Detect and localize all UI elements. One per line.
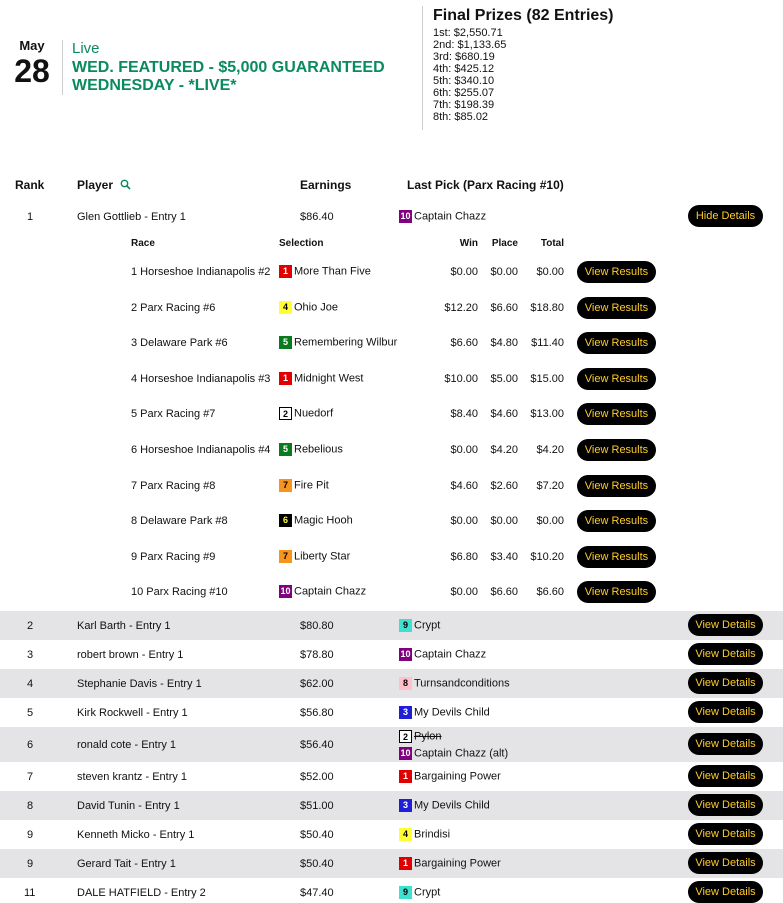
prize-line: 5th: $340.10: [433, 75, 495, 87]
program-number-badge: 1: [399, 770, 412, 783]
race-win: $0.00: [450, 444, 478, 456]
race-row: [0, 364, 783, 394]
selection-name: Liberty Star: [294, 550, 351, 563]
prize-line: 3rd: $680.19: [433, 51, 495, 63]
event-status: Live: [72, 40, 100, 57]
race-name: 10 Parx Racing #10: [131, 586, 228, 599]
pick-name: Turnsandconditions: [414, 677, 510, 690]
race-row: [0, 293, 783, 323]
row-rank: 9: [27, 829, 34, 841]
view-details-button[interactable]: View Details: [688, 701, 763, 723]
leaderboard-row: [0, 669, 783, 698]
selection-name: Nuedorf: [294, 407, 334, 420]
race-place: $2.60: [490, 479, 518, 492]
row-rank: 4: [27, 678, 34, 690]
race-name: 8 Delaware Park #8: [131, 515, 228, 528]
pick-name: Captain Chazz: [414, 648, 487, 661]
program-number-badge: 6: [279, 514, 292, 527]
pick-name: Bargaining Power: [414, 770, 501, 783]
race-row: [0, 257, 783, 287]
selection-name: Magic Hooh: [294, 514, 353, 527]
event-title: WED. FEATURED - $5,000 GUARANTEED WEDNESDAY - *LIVE*: [72, 59, 385, 94]
race-name: 6 Horseshoe Indianapolis #4: [131, 444, 271, 456]
row-rank: 7: [27, 771, 34, 783]
leaderboard-row: [0, 698, 783, 727]
search-icon[interactable]: [120, 179, 131, 193]
race-place: $6.60: [490, 586, 518, 599]
leaderboard-row: [0, 640, 783, 669]
view-details-button[interactable]: View Details: [688, 765, 763, 787]
pick-name: Crypt: [414, 619, 441, 632]
row-pick: [399, 770, 501, 783]
row-earnings: $78.80: [300, 649, 334, 661]
selection-name: More Than Five: [294, 265, 371, 278]
header-divider: [62, 40, 63, 95]
race-row: [0, 577, 783, 607]
race-name: 7 Parx Racing #8: [131, 479, 216, 492]
race-total: $10.20: [530, 550, 564, 563]
race-selection: [279, 585, 366, 598]
row-earnings: $47.40: [300, 887, 334, 899]
pick-name: My Devils Child: [414, 799, 490, 812]
pick-name: Captain Chazz: [414, 210, 487, 223]
view-results-button[interactable]: View Results: [577, 368, 656, 390]
leaderboard-row: [0, 820, 783, 849]
race-place: $3.40: [490, 550, 518, 563]
view-results-button[interactable]: View Results: [577, 403, 656, 425]
row-pick: [399, 619, 440, 632]
row-player: robert brown - Entry 1: [77, 649, 184, 661]
col-earnings: Earnings: [300, 178, 352, 192]
prize-line: 1st: $2,550.71: [433, 27, 503, 39]
row-pick: [399, 828, 450, 841]
row-player: ronald cote - Entry 1: [77, 739, 177, 751]
view-details-button[interactable]: View Details: [688, 852, 763, 874]
row-player: Gerard Tait - Entry 1: [77, 858, 176, 870]
program-number-badge: 3: [399, 799, 412, 812]
row-player: David Tunin - Entry 1: [77, 800, 180, 812]
race-total: $6.60: [536, 586, 564, 599]
sub-col-selection: Selection: [279, 238, 324, 249]
race-selection: [279, 301, 338, 314]
prize-line: 7th: $198.39: [433, 99, 495, 111]
leaderboard-row: [0, 611, 783, 640]
row-player: Stephanie Davis - Entry 1: [77, 678, 202, 690]
prize-line: 2nd: $1,133.65: [433, 39, 507, 51]
race-win: $10.00: [444, 372, 478, 385]
view-results-button[interactable]: View Results: [577, 475, 656, 497]
race-selection: [279, 407, 333, 420]
race-win: $4.60: [450, 479, 478, 492]
race-total: $0.00: [536, 266, 564, 278]
row-rank: 6: [27, 739, 34, 751]
col-rank: Rank: [15, 178, 45, 192]
program-number-badge: 9: [399, 619, 412, 632]
event-date: [10, 38, 54, 87]
program-number-badge: 10: [400, 211, 411, 221]
program-number-badge: 1: [279, 265, 292, 278]
leaderboard-row: [0, 762, 783, 791]
view-details-button[interactable]: View Details: [688, 733, 763, 755]
row-earnings: $50.40: [300, 829, 334, 841]
row-player: Kenneth Micko - Entry 1: [77, 829, 195, 841]
row-earnings: $62.00: [300, 678, 334, 690]
selection-name: Ohio Joe: [294, 301, 339, 314]
race-total: $13.00: [530, 408, 564, 421]
prize-line: 4th: $425.12: [433, 63, 495, 75]
pick-name: Bargaining Power: [414, 857, 501, 870]
sub-col-win: Win: [459, 238, 478, 249]
row-rank: 2: [27, 620, 34, 632]
view-results-button[interactable]: View Results: [577, 439, 656, 461]
pick-name: Brindisi: [414, 828, 451, 841]
sub-col-place: Place: [491, 238, 518, 249]
row-rank: 3: [27, 649, 34, 661]
program-number-badge: 7: [279, 550, 292, 563]
program-number-badge: 10: [400, 748, 411, 758]
race-name: 1 Horseshoe Indianapolis #2: [131, 266, 271, 278]
program-number-badge: 10: [280, 586, 291, 597]
program-number-badge: 4: [279, 301, 292, 314]
selection-name: Midnight West: [294, 372, 364, 385]
program-number-badge: 9: [399, 886, 412, 899]
view-results-button[interactable]: View Results: [577, 581, 656, 603]
pick-name: Captain Chazz (alt): [414, 747, 509, 760]
leaderboard-row: [0, 791, 783, 820]
race-total: $0.00: [536, 515, 564, 528]
row-pick: [399, 886, 440, 899]
hide-details-button[interactable]: Hide Details: [688, 205, 763, 227]
row-pick: [399, 210, 486, 223]
race-win: $8.40: [450, 408, 478, 421]
race-selection: [279, 479, 329, 492]
race-row: [0, 542, 783, 572]
row-rank: 11: [24, 887, 36, 899]
view-results-button[interactable]: View Results: [577, 261, 656, 283]
prize-line: 6th: $255.07: [433, 87, 495, 99]
row-earnings: $80.80: [300, 620, 334, 632]
row-pick: [399, 747, 508, 760]
pick-name: My Devils Child: [414, 706, 490, 719]
race-place: $4.60: [490, 408, 518, 421]
program-number-badge: 1: [399, 857, 412, 870]
selection-name: Captain Chazz: [294, 585, 367, 598]
leaderboard-row: [0, 849, 783, 878]
race-total: $18.80: [530, 301, 564, 314]
prizes-divider: [422, 6, 423, 130]
leaderboard-row: [0, 727, 783, 762]
race-row: [0, 435, 783, 465]
race-total: $4.20: [536, 444, 564, 456]
race-row: [0, 399, 783, 429]
race-place: $4.80: [490, 337, 518, 350]
program-number-badge: 8: [399, 677, 412, 690]
race-win: $0.00: [450, 266, 478, 278]
sub-col-race: Race: [131, 238, 155, 249]
race-selection: [279, 265, 371, 278]
race-total: $15.00: [530, 372, 564, 385]
program-number-badge: 4: [399, 828, 412, 841]
program-number-badge: 10: [400, 649, 411, 659]
view-details-button[interactable]: View Details: [688, 672, 763, 694]
row-rank: 5: [27, 707, 34, 719]
col-last-pick: Last Pick (Parx Racing #10): [407, 178, 564, 192]
selection-name: Remembering Wilbur: [294, 336, 398, 349]
view-results-button[interactable]: View Results: [577, 546, 656, 568]
race-name: 3 Delaware Park #6: [131, 337, 228, 350]
race-win: $6.60: [450, 337, 478, 350]
row-earnings: $56.40: [300, 739, 334, 751]
row-rank: 9: [27, 858, 34, 870]
race-place: $5.00: [490, 372, 518, 385]
program-number-badge: 5: [279, 336, 292, 349]
row-player: steven krantz - Entry 1: [77, 771, 188, 783]
row-earnings: $51.00: [300, 800, 334, 812]
row-rank: 8: [27, 800, 34, 812]
race-selection: [279, 514, 353, 527]
row-earnings: $52.00: [300, 771, 334, 783]
race-win: $0.00: [450, 586, 478, 599]
row-earnings: $86.40: [300, 211, 334, 223]
row-pick: [399, 730, 442, 743]
program-number-badge: 5: [279, 443, 292, 456]
race-place: $0.00: [490, 515, 518, 528]
race-name: 5 Parx Racing #7: [131, 408, 216, 421]
view-results-button[interactable]: View Results: [577, 510, 656, 532]
program-number-badge: 2: [399, 730, 412, 743]
race-row: [0, 506, 783, 536]
row-pick: [399, 677, 510, 690]
race-total: $7.20: [536, 479, 564, 492]
prize-list: [433, 27, 614, 123]
program-number-badge: 7: [279, 479, 292, 492]
event-heading: [72, 40, 412, 95]
pick-name: Crypt: [414, 886, 441, 899]
view-details-button[interactable]: View Details: [688, 794, 763, 816]
race-place: $0.00: [490, 266, 518, 278]
selection-name: Fire Pit: [294, 479, 329, 492]
view-details-button[interactable]: View Details: [688, 823, 763, 845]
prize-line: 8th: $85.02: [433, 111, 489, 123]
prizes-panel: [433, 7, 614, 123]
view-details-button[interactable]: View Details: [688, 614, 763, 636]
row-earnings: $50.40: [300, 858, 334, 870]
prizes-title: Final Prizes (82 Entries): [433, 7, 614, 24]
row-player: Karl Barth - Entry 1: [77, 620, 171, 632]
race-selection: [279, 336, 397, 349]
race-total: $11.40: [531, 337, 564, 350]
race-name: 4 Horseshoe Indianapolis #3: [131, 372, 271, 385]
race-place: $6.60: [490, 301, 518, 314]
view-results-button[interactable]: View Results: [577, 332, 656, 354]
col-player-label: Player: [77, 178, 114, 192]
event-month: May: [19, 38, 45, 53]
race-selection: [279, 550, 350, 563]
race-selection: [279, 443, 343, 456]
row-pick: [399, 706, 490, 719]
leaderboard-row-expanded: [0, 202, 783, 231]
row-player: DALE HATFIELD - Entry 2: [77, 887, 206, 899]
race-row: [0, 471, 783, 501]
race-place: $4.20: [490, 444, 518, 456]
program-number-badge: 1: [279, 372, 292, 385]
race-selection: [279, 372, 364, 385]
selection-name: Rebelious: [294, 443, 343, 456]
race-name: 2 Parx Racing #6: [131, 301, 216, 314]
row-rank: 1: [27, 211, 34, 223]
program-number-badge: 2: [279, 407, 292, 420]
scratched-pick-name: Pylon: [414, 730, 442, 743]
row-earnings: $56.80: [300, 707, 334, 719]
race-row: [0, 328, 783, 358]
row-player: Kirk Rockwell - Entry 1: [77, 707, 188, 719]
row-pick: [399, 648, 486, 661]
race-win: $12.20: [444, 301, 478, 314]
program-number-badge: 3: [399, 706, 412, 719]
row-player: Glen Gottlieb - Entry 1: [77, 211, 186, 223]
row-pick: [399, 799, 490, 812]
view-details-button[interactable]: View Details: [688, 643, 763, 665]
race-win: $6.80: [450, 550, 478, 563]
sub-col-total: Total: [540, 238, 564, 249]
row-pick: [399, 857, 501, 870]
view-results-button[interactable]: View Results: [577, 297, 656, 319]
view-details-button[interactable]: View Details: [688, 881, 763, 903]
race-win: $0.00: [450, 515, 478, 528]
race-name: 9 Parx Racing #9: [131, 550, 216, 563]
col-player: [77, 178, 131, 193]
event-day: 28: [14, 53, 50, 89]
leaderboard-row: [0, 878, 783, 903]
